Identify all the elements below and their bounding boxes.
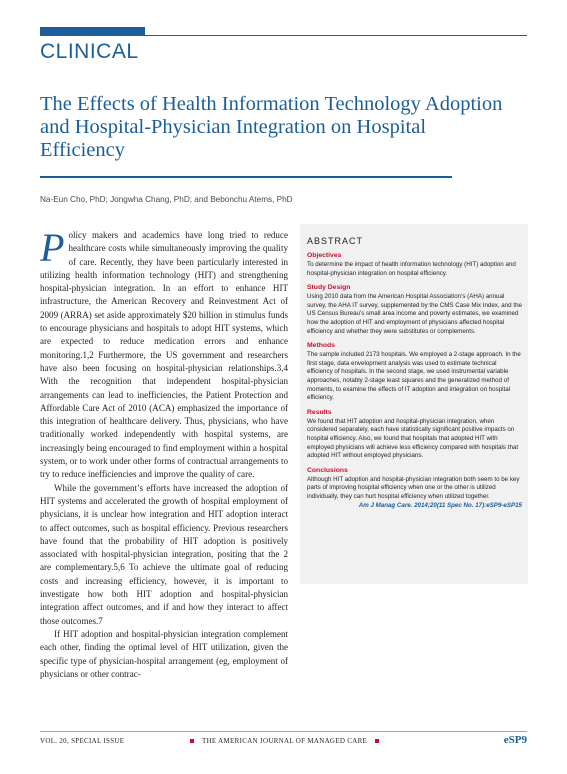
- square-bullet-icon: [190, 739, 194, 743]
- footer-journal: [182, 737, 387, 745]
- conclusions-text: Although HIT adoption and hospital-physician integration both seem to be key parts of improving hospital efficiency when one or the other is utilized individually, they can hurt hospital efficiency when utilized together.: [307, 475, 520, 500]
- title-rule: [40, 176, 452, 178]
- abstract-box: [300, 224, 528, 584]
- section-label: CLINICAL: [40, 40, 139, 63]
- footer-rule: [40, 731, 527, 732]
- conclusions-heading: Conclusions: [307, 466, 348, 474]
- methods-text: The sample included 2173 hospitals. We employed a 2-stage approach. In the first stage, data envelopment analysis was used to estimate technical efficiency of hospitals. In the second stage, we used instrumental variable approaches, notably 2-stage least squares and the generalized method of moments, to examine the effects of IT adoption and integration on hospital efficiency.: [307, 351, 521, 402]
- abstract-heading: ABSTRACT: [307, 236, 364, 246]
- body-paragraph-3: If HIT adoption and hospital-physician integration complement each other, finding the optimal level of HIT utilization, given the specific type of physician-hospital arrangement (eg, employment of physicians or other contrac-: [40, 628, 288, 679]
- methods-heading: Methods: [307, 342, 335, 350]
- drop-cap: P: [40, 225, 65, 270]
- page-number: eSP9: [503, 734, 527, 746]
- objectives-text: To determine the impact of health information technology (HIT) adoption and hospital-physician integration on hospital efficiency.: [307, 261, 516, 277]
- footer-journal-name: THE AMERICAN JOURNAL OF MANAGED CARE: [202, 737, 368, 745]
- objectives-heading: Objectives: [307, 252, 342, 259]
- body-paragraph-1-text: olicy makers and academics have long tried to reduce healthcare costs while simultaneously improving the quality of care. Recently, they have been particularly interested in utilizing health information technology (HIT) and strengthening hospital-physician integration. In an effort to enhance HIT infrastructure, the American Recovery and Reinvestment Act of 2009 (ARRA) set aside approximately $20 billion in stimulus funds to encourage physicians and hospitals to adopt HIT systems, which are expected to reduce medication errors and enhance monitoring.1,2 Furthermore, the US government and researchers have also been focusing on hospital-physician relationships.3,4 With the recognition that independent hospital-physician arrangements can lead to inefficiencies, the Patient Protection and Affordable Care Act of 2010 (ACA) emphasized the importance of this integration of healthcare delivery. Thus, physicians, who have traditionally worked independently with hospital systems, are increasingly being encouraged to find employment within a hospital system, or to work under other forms of contractual arrangements to try to reduce inefficiencies and improve the quality of care.: [40, 230, 288, 480]
- citation: Am J Manag Care. 2014;20(11 Spec No. 17):eSP9-eSP15: [358, 502, 522, 510]
- body-paragraph-1: [40, 225, 288, 482]
- square-bullet-icon: [375, 739, 379, 743]
- study-design-text: Using 2010 data from the American Hospital Association’s (AHA) annual survey, the AHA IT survey, supplemented by the CMS Case Mix Index, and the US Census Bureau’s small area income and poverty estimates, we examined how the adoption of HIT and employment of physicians affected hospital efficiency and whether they were substitutes or complements.: [307, 293, 522, 335]
- article-body: [40, 225, 288, 681]
- study-design-heading: Study Design: [307, 284, 351, 292]
- body-paragraph-2: While the government’s efforts have increased the adoption of HIT systems and accelerated the growth of hospital employment of physicians, it is unclear how integration and HIT adoption interact to affect outcomes, such as hospital efficiency. Previous researchers have found that the probability of HIT adoption is positively associated with hospital-physician integration, positing that the 2 are complementary.5,6 To achieve the ultimate goal of reducing costs and increasing efficiency, however, it is important to investigate how both HIT adoption and hospital-physician integration affect outcomes, and if and how they interact to affect those outcomes.7: [40, 482, 288, 626]
- results-heading: Results: [307, 408, 332, 416]
- footer-volume: VOL. 20, SPECIAL ISSUE: [40, 737, 125, 745]
- header-rule: [40, 35, 527, 36]
- results-text: We found that HIT adoption and hospital-physician integration, when considered separately, each have statistically significant positive impacts on hospital efficiency. Also, we found that hospitals that adopted HIT with employed physicians will achieve less efficiency compared with hospitals that adopted HIT without employed physicians.: [307, 417, 519, 460]
- article-title: The Effects of Health Information Technology Adoption and Hospital-Physician Integration on Hospital Efficiency: [40, 93, 503, 161]
- article-authors: Na-Eun Cho, PhD; Jongwha Chang, PhD; and Bebonchu Atems, PhD: [40, 195, 293, 204]
